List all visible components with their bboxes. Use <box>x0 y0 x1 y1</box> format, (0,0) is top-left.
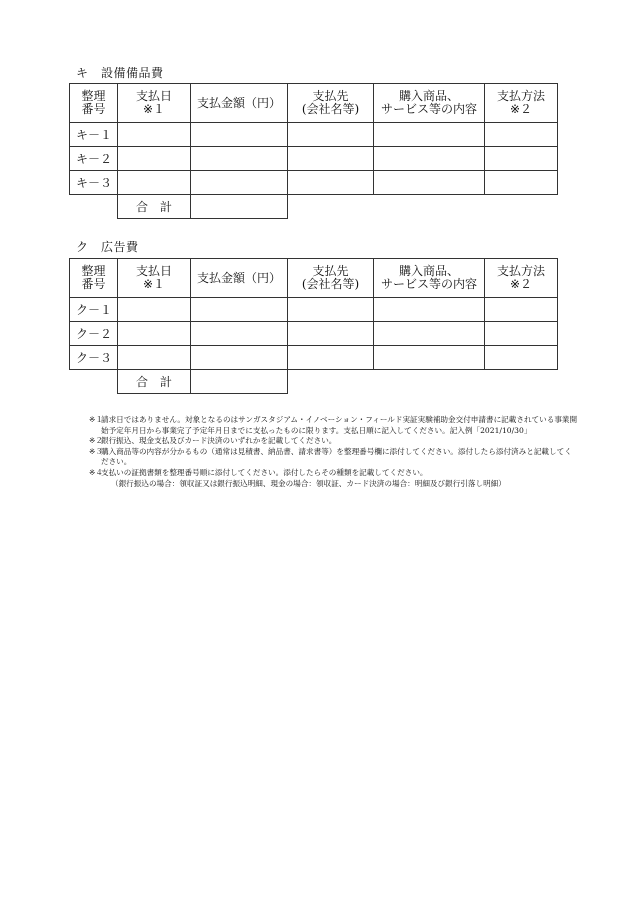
payee-cell[interactable] <box>288 123 374 147</box>
table-header-row <box>70 259 558 298</box>
row-number: ク－２ <box>70 322 118 346</box>
footnote <box>89 468 579 479</box>
footnotes <box>89 415 579 489</box>
header-ref-number: 整理 番号 <box>70 259 118 298</box>
date-cell[interactable] <box>118 346 191 370</box>
footnote-mark: ※２ <box>89 436 103 446</box>
row-number: キ－３ <box>70 171 118 195</box>
header-amount: 支払金額（円） <box>191 259 288 298</box>
row-number: キ－１ <box>70 123 118 147</box>
row-number: ク－１ <box>70 298 118 322</box>
footnote-detail <box>89 479 579 490</box>
date-cell[interactable] <box>118 147 191 171</box>
amount-cell[interactable] <box>191 123 288 147</box>
section-title-equipment: キ 設備備品費 <box>76 66 164 80</box>
payee-cell[interactable] <box>288 147 374 171</box>
header-goods: 購入商品、 サービス等の内容 <box>374 259 485 298</box>
goods-cell[interactable] <box>374 147 485 171</box>
date-cell[interactable] <box>118 171 191 195</box>
amount-cell[interactable] <box>191 147 288 171</box>
total-label: 合 計 <box>118 370 191 394</box>
header-method: 支払方法 ※２ <box>485 84 558 123</box>
header-goods: 購入商品、 サービス等の内容 <box>374 84 485 123</box>
expense-table-advertising <box>69 258 558 394</box>
method-cell[interactable] <box>485 147 558 171</box>
method-cell[interactable] <box>485 298 558 322</box>
method-cell[interactable] <box>485 346 558 370</box>
row-number: キ－２ <box>70 147 118 171</box>
header-payment-date: 支払日 ※１ <box>118 84 191 123</box>
date-cell[interactable] <box>118 298 191 322</box>
table-row <box>70 298 558 322</box>
payee-cell[interactable] <box>288 171 374 195</box>
method-cell[interactable] <box>485 322 558 346</box>
footnote-text: 購入商品等の内容が分かるもの（通常は見積書、納品書、請求書等）を整理番号欄に添付してください。添付したら添付済みと記載してください。 <box>101 446 572 467</box>
payee-cell[interactable] <box>288 322 374 346</box>
header-amount: 支払金額（円） <box>191 84 288 123</box>
table-row <box>70 171 558 195</box>
table-header-row <box>70 84 558 123</box>
total-amount-cell[interactable] <box>191 195 288 219</box>
goods-cell[interactable] <box>374 123 485 147</box>
header-payment-date: 支払日 ※１ <box>118 259 191 298</box>
header-payee: 支払先 (会社名等) <box>288 84 374 123</box>
method-cell[interactable] <box>485 171 558 195</box>
date-cell[interactable] <box>118 123 191 147</box>
expense-table-equipment <box>69 83 558 219</box>
footnote-mark: ※４ <box>89 467 103 477</box>
total-row <box>70 370 558 394</box>
goods-cell[interactable] <box>374 322 485 346</box>
header-method: 支払方法 ※２ <box>485 259 558 298</box>
amount-cell[interactable] <box>191 322 288 346</box>
method-cell[interactable] <box>485 123 558 147</box>
footnote-mark: ※３ <box>89 446 103 456</box>
goods-cell[interactable] <box>374 346 485 370</box>
amount-cell[interactable] <box>191 346 288 370</box>
section-title-advertising: ク 広告費 <box>76 240 139 254</box>
payee-cell[interactable] <box>288 298 374 322</box>
goods-cell[interactable] <box>374 298 485 322</box>
footnote-text: 支払いの証拠書類を整理番号順に添付してください。添付したらその種類を記載してください。 <box>101 467 428 477</box>
header-payee: 支払先 (会社名等) <box>288 259 374 298</box>
payee-cell[interactable] <box>288 346 374 370</box>
table-row <box>70 147 558 171</box>
table-row <box>70 322 558 346</box>
amount-cell[interactable] <box>191 298 288 322</box>
goods-cell[interactable] <box>374 171 485 195</box>
footnote-mark: ※１ <box>89 415 103 424</box>
total-label: 合 計 <box>118 195 191 219</box>
row-number: ク－３ <box>70 346 118 370</box>
total-row <box>70 195 558 219</box>
date-cell[interactable] <box>118 322 191 346</box>
total-amount-cell[interactable] <box>191 370 288 394</box>
footnote-text: （銀行振込の場合：領収証又は銀行振込明細、現金の場合：領収証、カード決済の場合：明細及び銀行引落し明細） <box>111 478 506 488</box>
table-row <box>70 123 558 147</box>
header-ref-number: 整理 番号 <box>70 84 118 123</box>
amount-cell[interactable] <box>191 171 288 195</box>
footnote <box>89 436 579 447</box>
footnote <box>89 447 579 468</box>
footnote <box>89 415 579 436</box>
table-row <box>70 346 558 370</box>
footnote-text: 銀行振込、現金支払及びカード決済のいずれかを記載してください。 <box>101 436 337 446</box>
footnote-text: 請求日ではありません。対象となるのはサンガスタジアム・イノベーション・フィールド実証実験補助金交付申請書に記載されている事業開始予定年月日から事業完了予定年月日までに支払ったものに限ります。支払日順に記入してください。記入例「2021/10/30」 <box>101 415 578 435</box>
